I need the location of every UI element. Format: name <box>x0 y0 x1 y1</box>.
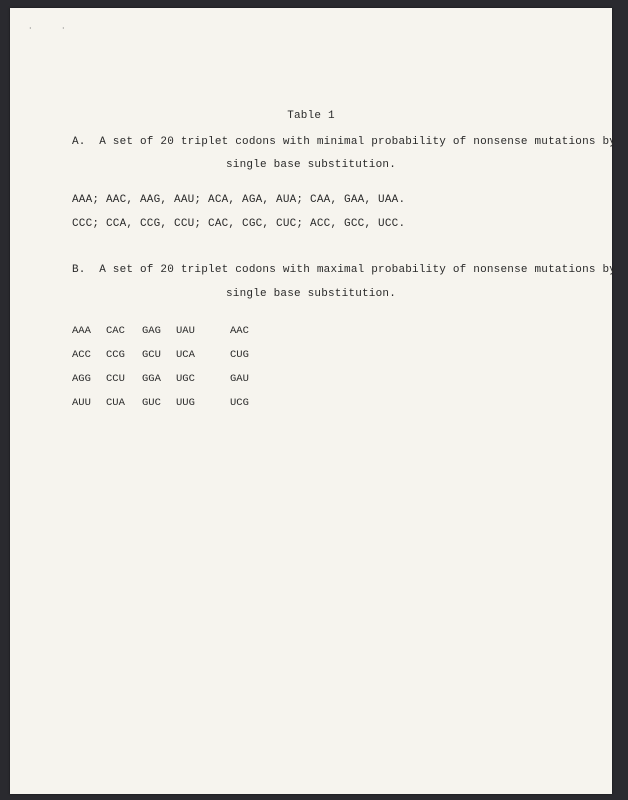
codon-cell: UCG <box>230 397 249 409</box>
corner-mark-left: · <box>29 24 32 33</box>
section-b-codon-column-5 <box>230 324 249 420</box>
codon-cell: AUU <box>72 397 91 409</box>
table-title: Table 1 <box>287 110 335 122</box>
codon-cell: AAC <box>230 325 249 337</box>
section-b-heading-continued: single base substitution. <box>225 288 397 300</box>
section-b-codon-column-3 <box>142 324 161 420</box>
section-b-codon-column-1 <box>72 324 91 420</box>
codon-cell: ACC <box>72 349 91 361</box>
section-b-heading: B. A set of 20 triplet codons with maximal probability of nonsense mutations by <box>72 264 617 276</box>
section-a-codon-line-1: AAA; AAC, AAG, AAU; ACA, AGA, AUA; CAA, GAA, UAA. <box>72 194 406 206</box>
section-b-codon-column-2 <box>106 324 125 420</box>
section-b-codon-column-4 <box>176 324 195 420</box>
codon-cell: GGA <box>142 373 161 385</box>
codon-cell: CCU <box>106 373 125 385</box>
codon-cell: CUA <box>106 397 125 409</box>
corner-mark-right: · <box>62 24 65 33</box>
codon-cell: GCU <box>142 349 161 361</box>
codon-cell: AAA <box>72 325 91 337</box>
paper-sheet <box>10 8 617 794</box>
codon-cell: GAG <box>142 325 161 337</box>
codon-cell: CUG <box>230 349 249 361</box>
codon-cell: CCG <box>106 349 125 361</box>
codon-cell: GUC <box>142 397 161 409</box>
section-a-heading: A. A set of 20 triplet codons with minimal probability of nonsense mutations by <box>72 136 617 148</box>
section-a-codon-line-2: CCC; CCA, CCG, CCU; CAC, CGC, CUC; ACC, GCC, UCC. <box>72 218 406 230</box>
codon-cell: CAC <box>106 325 125 337</box>
codon-cell: UUG <box>176 397 195 409</box>
codon-cell: UAU <box>176 325 195 337</box>
codon-cell: UGC <box>176 373 195 385</box>
codon-cell: UCA <box>176 349 195 361</box>
section-a-heading-continued: single base substitution. <box>225 159 397 171</box>
codon-cell: GAU <box>230 373 249 385</box>
codon-cell: AGG <box>72 373 91 385</box>
